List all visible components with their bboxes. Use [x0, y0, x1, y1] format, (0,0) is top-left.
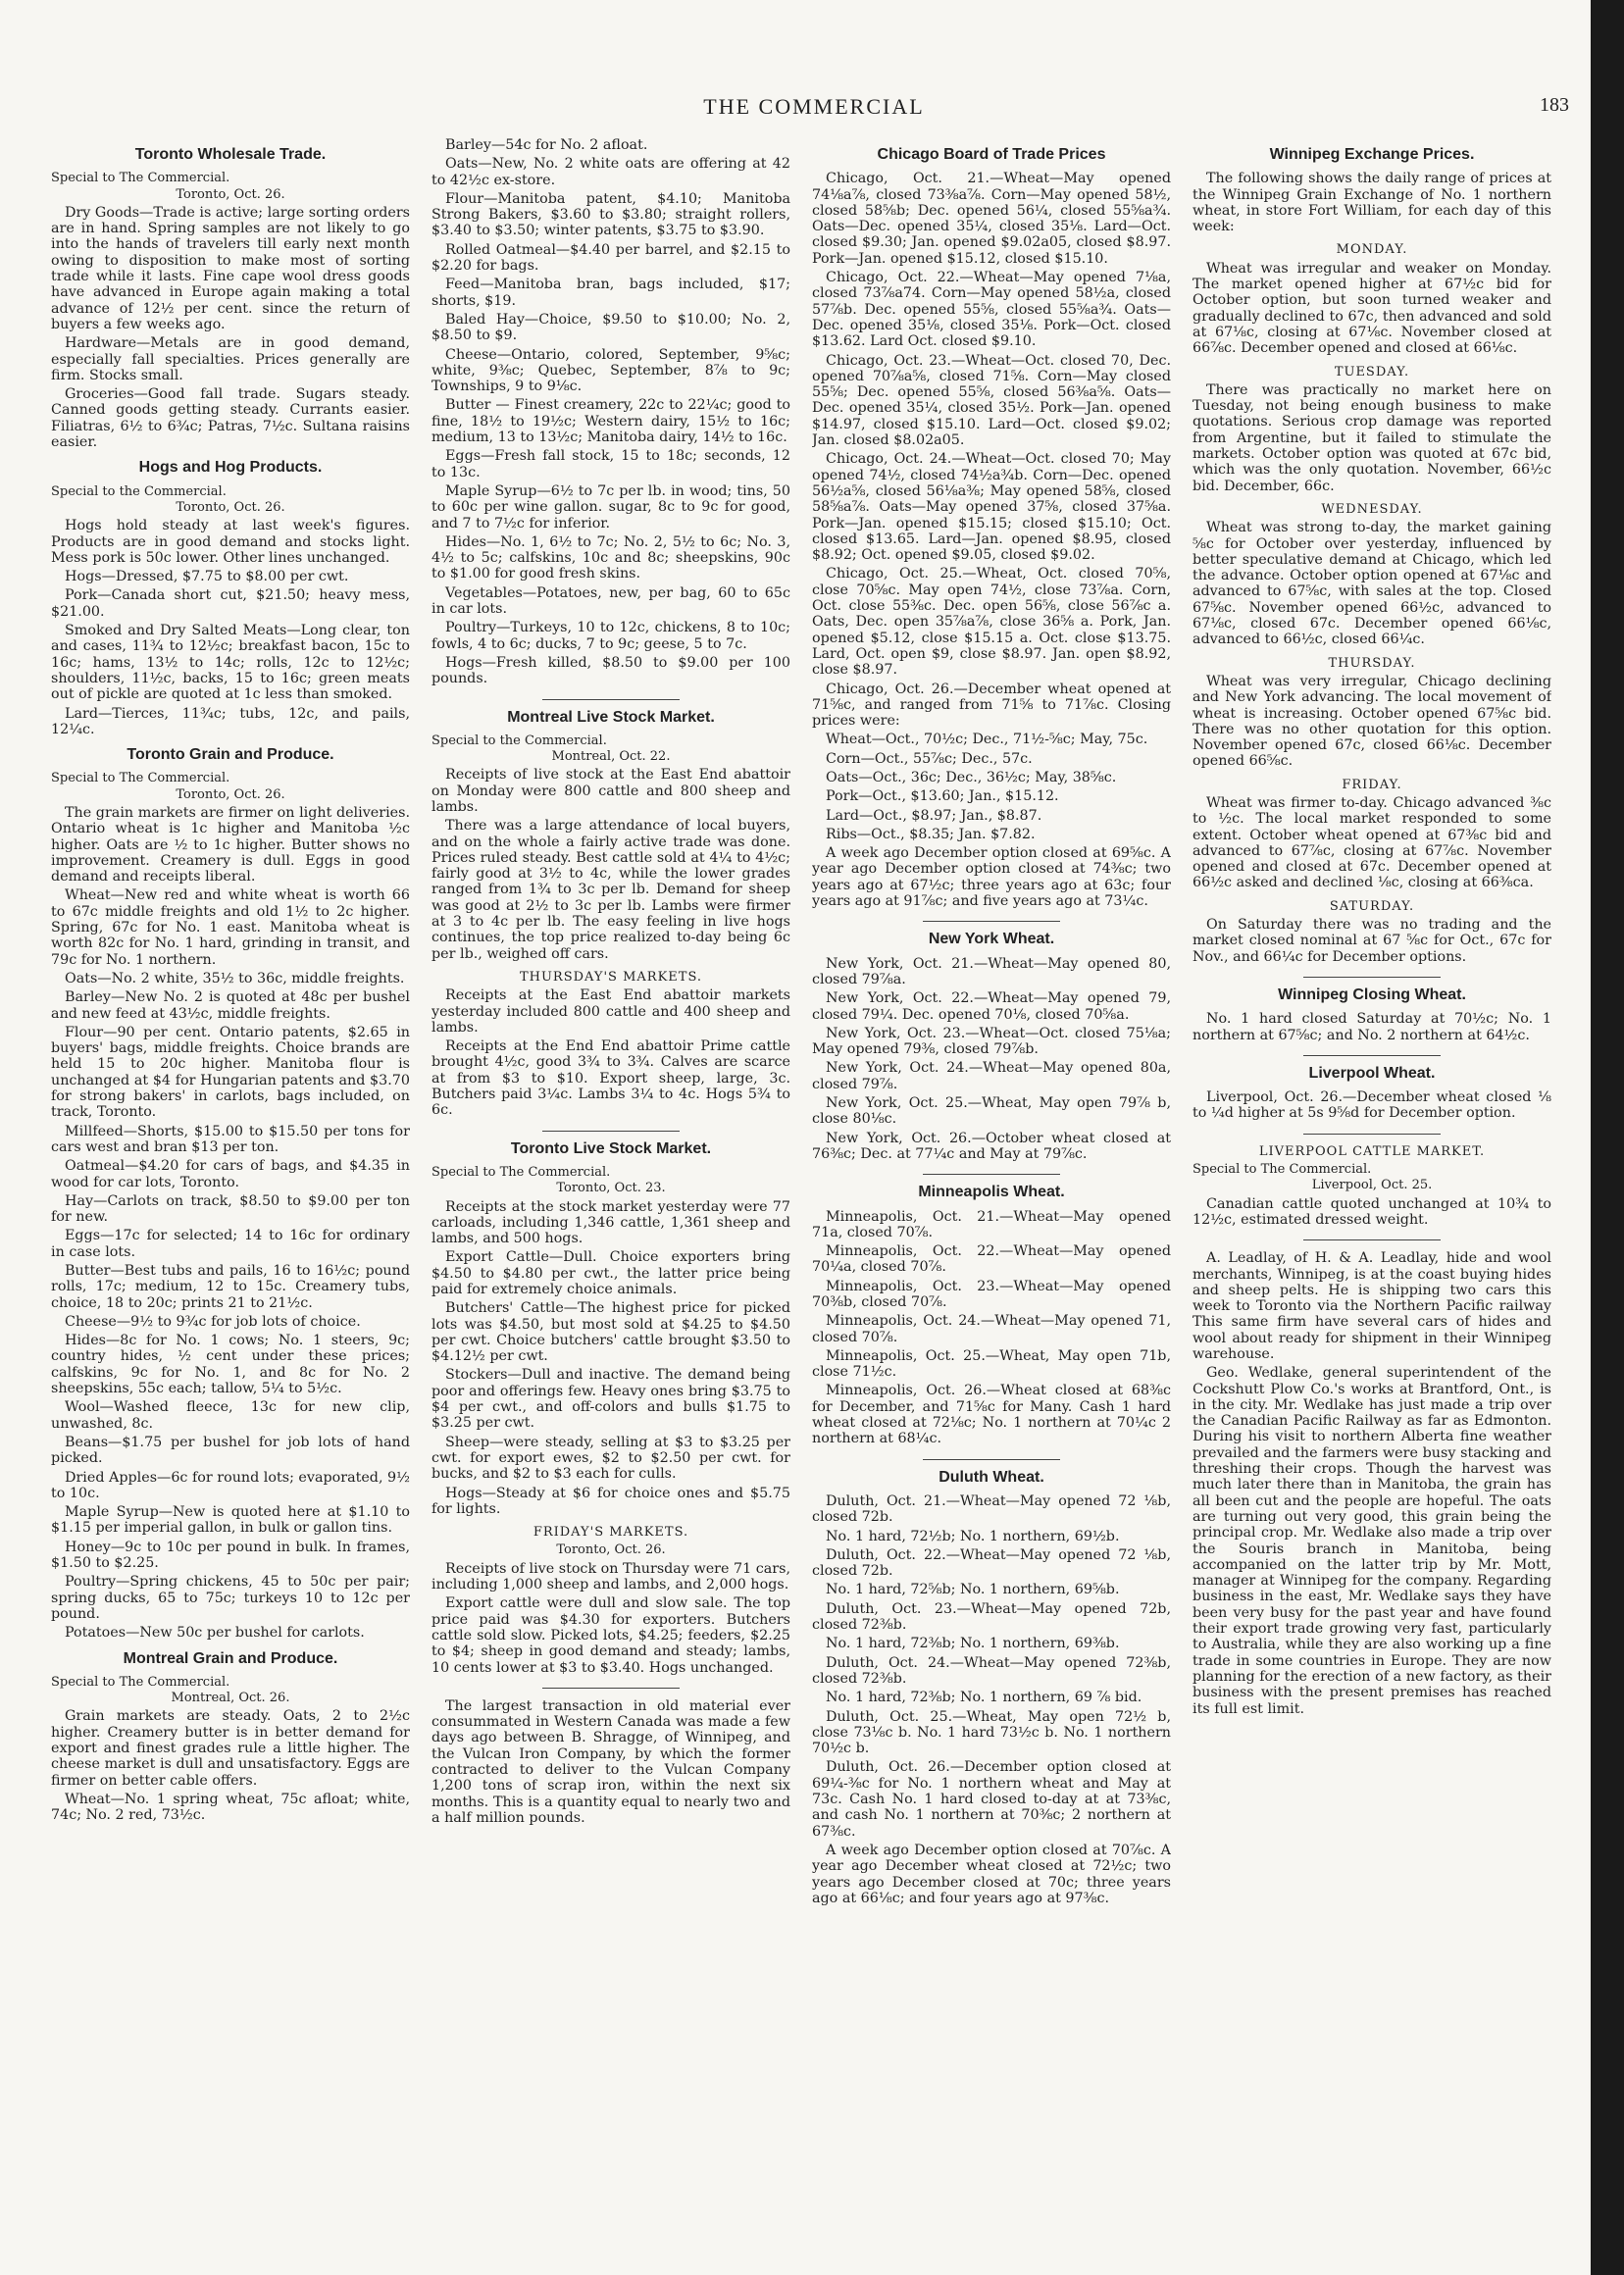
paragraph: Feed—Manitoba bran, bags included, $17; shorts, $19.	[431, 277, 790, 309]
section-rule	[1303, 1239, 1441, 1240]
paragraph: Cheese—9½ to 9¾c for job lots of choice.	[65, 1313, 361, 1330]
paragraph: Wool—Washed fleece, 13c for new clip, unwashed, 8c.	[51, 1399, 410, 1432]
dateline: Toronto, Oct. 26.	[176, 786, 285, 802]
paragraph: Dry Goods—Trade is active; large sorting orders are in hand. Spring samples are not likely to go into the hands of travelers till early next month owing to disposition to make most of sorting trade while it lasts. Fine cape wool dress goods have advanced in Europe again making a total advance of 12½ per cent. since the return of buyers a few weeks ago.	[51, 204, 410, 332]
paragraph: Minneapolis, Oct. 24.—Wheat—May opened 71, closed 70⅞.	[812, 1313, 1171, 1345]
scan-edge	[1591, 0, 1624, 2275]
paragraph: Poultry—Spring chickens, 45 to 50c per pair; spring ducks, 65 to 75c; turkeys 10 to 12c per pound.	[51, 1574, 410, 1622]
section-rule	[1303, 977, 1441, 978]
special-line: Special to The Commercial.	[51, 171, 230, 186]
paragraph: Hogs—Fresh killed, $8.50 to $9.00 per 100 pounds.	[431, 654, 790, 687]
paragraph: Chicago, Oct. 22.—Wheat—May opened 7⅛a, closed 73⅞a74. Corn—May opened 58½a, closed 57⅞b. Dec. opened 55⅝, closed 55⅝a¾. Oats—Dec. opened 35⅛, closed 35⅛. Pork—Oct. closed $13.62. Lard Oct. closed $9.10.	[812, 270, 1171, 350]
dateline: Toronto, Oct. 26.	[176, 499, 285, 515]
masthead	[59, 94, 1569, 124]
paragraph: Duluth, Oct. 26.—December option closed at 69¼-⅜c for No. 1 northern wheat and May at 73c. Cash No. 1 hard closed to-day at at 73⅜c, and cash No. 1 northern at 70⅜c; 2 northern at 67⅜c.	[812, 1759, 1171, 1840]
paragraph: Minneapolis, Oct. 23.—Wheat—May opened 70⅜b, closed 70⅞.	[812, 1278, 1171, 1310]
paragraph: Butter — Finest creamery, 22c to 22¼c; good to fine, 18½ to 19½c; Western dairy, 15½ to 16c; medium, 13 to 13½c; Manitoba dairy, 14½ to 16c.	[431, 397, 790, 446]
paragraph: No. 1 hard closed Saturday at 70½c; No. 1 northern at 67⅝c; and No. 2 northern at 64½c.	[1193, 1011, 1551, 1043]
paragraph: Minneapolis, Oct. 26.—Wheat closed at 68⅜c for December, and 71⅝c for Many. Cash 1 hard wheat closed at 72⅛c; No. 1 northern at 70¼c 2 northern at 68¼c.	[812, 1383, 1171, 1447]
paragraph: Poultry—Turkeys, 10 to 12c, chickens, 8 to 10c; fowls, 4 to 6c; ducks, 7 to 9c; geese, 5 to 7c.	[431, 620, 790, 652]
paragraph: Potatoes—New 50c per bushel for carlots.	[65, 1625, 365, 1642]
section-rule	[1303, 1055, 1441, 1056]
dateline: Liverpool, Oct. 25.	[1311, 1178, 1433, 1193]
paragraph: Hogs hold steady at last week's figures. Products are in good demand and stocks light. Mess pork is 50c lower. Other lines unchanged.	[51, 518, 410, 566]
day-heading: FRIDAY.	[1342, 777, 1402, 792]
section-rule	[923, 1459, 1060, 1460]
dateline: Montreal, Oct. 22.	[551, 749, 671, 765]
day-heading: MONDAY.	[1336, 242, 1408, 258]
dateline: Montreal, Oct. 26.	[171, 1691, 290, 1706]
paragraph: Oats—Oct., 36c; Dec., 36½c; May, 38⅝c.	[826, 769, 1117, 785]
paragraph: There was a large attendance of local buyers, and on the whole a fairly active trade was done. Prices ruled steady. Best cattle sold at 4¼ to 4½c; fairly good at 3½ to 4c, while the lower grades ranged from 1¾ to 3c per lb. Demand for sheep was good at 2½ to 3c per lb. Lambs were firmer at 3 to 4c per lb. The easy feeling in live hogs continues, the top price realized to-day being 6c per lb., weighed off cars.	[431, 818, 790, 962]
article-heading: New York Wheat.	[928, 931, 1055, 948]
article-heading: Winnipeg Exchange Prices.	[1269, 146, 1475, 163]
paragraph: Minneapolis, Oct. 21.—Wheat—May opened 71a, closed 70⅞.	[812, 1208, 1171, 1240]
paragraph: Export Cattle—Dull. Choice exporters bring $4.50 to $4.80 per cwt., the latter price being paid for extremely choice animals.	[431, 1249, 790, 1297]
paragraph: Wheat—New red and white wheat is worth 66 to 67c middle freights and old 1½ to 2c higher. Spring, 67c for No. 1 east. Manitoba wheat is worth 82c for No. 1 hard, grinding in transit, and 79c for No. 1 northern.	[51, 887, 410, 968]
article-heading: Montreal Grain and Produce.	[123, 1649, 338, 1667]
paragraph: Lard—Tierces, 11¾c; tubs, 12c, and pails, 12¼c.	[51, 705, 410, 737]
section-rule	[923, 921, 1060, 922]
day-heading: TUESDAY.	[1334, 364, 1410, 379]
paragraph: The largest transaction in old material ever consummated in Western Canada was made a few days ago between B. Shragge, of Winnipeg, and the Vulcan Iron Company, by which the former contracted to deliver to the Vulcan Company 1,200 tons of scrap iron, within the next six months. This is a quantity equal to nearly two and a half million pounds.	[431, 1697, 790, 1826]
article-heading: Chicago Board of Trade Prices	[877, 146, 1106, 163]
paragraph: Oats—No. 2 white, 35½ to 36c, middle freights.	[65, 970, 405, 986]
day-heading: WEDNESDAY.	[1321, 501, 1423, 517]
paragraph: Minneapolis, Oct. 25.—Wheat, May open 71b, close 71½c.	[812, 1347, 1171, 1381]
special-line: Special to The Commercial.	[51, 1674, 230, 1690]
paragraph: Oats—New, No. 2 white oats are offering at 42 to 42½c ex-store.	[431, 156, 790, 188]
section-rule	[1303, 1134, 1441, 1135]
paragraph: Hogs—Steady at $6 for choice ones and $5.75 for lights.	[431, 1485, 790, 1517]
article-heading: Winnipeg Closing Wheat.	[1278, 986, 1466, 1003]
paragraph: Butchers' Cattle—The highest price for picked lots was $4.50, but most sold at $4.25 to $4.50 per cwt. Choice butchers' cattle brought $3.50 to $4.12½ per cwt.	[431, 1300, 790, 1365]
paragraph: Groceries—Good fall trade. Sugars steady. Canned goods getting steady. Currants easier. Filiatras, 6½ to 6¾c; Patras, 7½c. Sultana raisins easier.	[51, 386, 410, 451]
paragraph: Beans—$1.75 per bushel for job lots of hand picked.	[51, 1434, 410, 1467]
paragraph: Vegetables—Potatoes, new, per bag, 60 to 65c in car lots.	[431, 584, 790, 618]
paragraph: Ribs—Oct., $8.35; Jan. $7.82.	[826, 826, 1036, 842]
paragraph: A. Leadlay, of H. & A. Leadlay, hide and wool merchants, Winnipeg, is at the coast buying hides and sheep pelts. He is shipping two cars this week to Toronto via the Northern Pacific railway This same firm have several cars of hides and wool about ready for shipment in their Winnipeg warehouse.	[1193, 1250, 1551, 1362]
paragraph: Duluth, Oct. 25.—Wheat, May open 72½ b, close 73⅛c b. No. 1 hard 73½c b. No. 1 northern 70½c b.	[812, 1708, 1171, 1757]
paragraph: Wheat—No. 1 spring wheat, 75c afloat; white, 74c; No. 2 red, 73½c.	[51, 1791, 410, 1824]
paragraph: The grain markets are firmer on light deliveries. Ontario wheat is 1c higher and Manitoba ½c higher. Oats are ½ to 1c higher. Butter shows no improvement. Creamery is dull. Eggs in good demand and receipts liberal.	[51, 804, 410, 885]
paragraph: Chicago, Oct. 24.—Wheat—Oct. closed 70; May opened 74½, closed 74½a¾b. Corn—Dec. opened 56½a⅝, closed 56⅛a⅜; May opened 58⅝, closed 58⅝a⅞. Oats—May opened 37⅝, closed 37⅝a. Pork—Jan. opened $15.15; closed $15.10; Oct. closed $13.65. Lard—Jan. opened $8.95, closed $8.92; Oct. opened $9.05, closed $9.02.	[812, 451, 1171, 564]
paragraph: Corn—Oct., 55⅞c; Dec., 57c.	[826, 750, 1033, 767]
special-line: Special to the Commercial.	[51, 483, 227, 499]
article-heading: Toronto Live Stock Market.	[510, 1139, 712, 1157]
paragraph: Flour—Manitoba patent, $4.10; Manitoba Strong Bakers, $3.60 to $3.80; straight rollers, $3.40 to $3.50; winter patents, $3.75 to $3.90.	[431, 190, 790, 239]
paragraph: On Saturday there was no trading and the market closed nominal at 67 ⅝c for Oct., 67c for Nov., and 66¼c for December options.	[1193, 917, 1551, 965]
paragraph: Millfeed—Shorts, $15.00 to $15.50 per tons for cars west and bran $13 per ton.	[51, 1123, 410, 1155]
paragraph: Oatmeal—$4.20 for cars of bags, and $4.35 in wood for car lots, Toronto.	[51, 1158, 410, 1190]
paragraph: Chicago, Oct. 21.—Wheat—May opened 74⅛a⅞, closed 73⅜a⅞. Corn—May opened 58½, closed 58⅝b; Dec. opened 56¼, closed 55⅝a¾. Oats—Dec. opened 35¼, closed 35⅛. Lard—Oct. closed $9.30; Jan. opened $9.02a05, closed $8.97. Pork—Jan. opened $15.12, closed $15.10.	[812, 171, 1171, 267]
paragraph: New York, Oct. 23.—Wheat—Oct. closed 75⅛a; May opened 79⅜, closed 79⅞b.	[812, 1025, 1171, 1058]
paragraph: Duluth, Oct. 21.—Wheat—May opened 72 ⅛b, closed 72b.	[812, 1492, 1171, 1526]
article-heading: Duluth Wheat.	[939, 1468, 1044, 1486]
article-heading: Minneapolis Wheat.	[918, 1184, 1065, 1201]
column-1	[51, 137, 410, 2246]
section-rule	[542, 699, 680, 700]
paragraph: Hides—No. 1, 6½ to 7c; No. 2, 5½ to 6c; No. 3, 4½ to 5c; calfskins, 10c and 8c; sheepskins, 90c to $1.00 for good fresh skins.	[431, 533, 790, 582]
paragraph: New York, Oct. 26.—October wheat closed at 76⅜c; Dec. at 77¼c and May at 79⅞c.	[812, 1130, 1171, 1162]
paragraph: Pork—Canada short cut, $21.50; heavy mess, $21.00.	[51, 587, 410, 620]
paragraph: Maple Syrup—6½ to 7c per lb. in wood; tins, 50 to 60c per wine gallon. sugar, 8c to 9c for good, and 7 to 7½c for inferior.	[431, 482, 790, 531]
paragraph: New York, Oct. 21.—Wheat—May opened 80, closed 79⅞a.	[812, 955, 1171, 987]
paragraph: Smoked and Dry Salted Meats—Long clear, ton and cases, 11¾ to 12½c; breakfast bacon, 15c to 16c; hams, 13½ to 14c; rolls, 12c to 12½c; shoulders, 11½c, backs, 15 to 16c; green meats out of pickle are quoted at 1c less than smoked.	[51, 623, 410, 703]
column-2	[431, 137, 790, 2246]
paragraph: Barley—New No. 2 is quoted at 48c per bushel and new feed at 43½c, middle freights.	[51, 989, 410, 1022]
publication-title: THE COMMERCIAL	[703, 94, 925, 119]
subheading: THURSDAY'S MARKETS.	[519, 969, 703, 985]
paragraph: Minneapolis, Oct. 22.—Wheat—May opened 70¼a, closed 70⅞.	[812, 1243, 1171, 1276]
paragraph: Wheat was irregular and weaker on Monday. The market opened higher at 67½c bid for October option, but soon turned weaker and gradually declined to 67c, then advanced and sold at 67⅛c, closing at 67⅛c. November closed at 66⅞c. December opened and closed at 66⅛c.	[1193, 260, 1551, 357]
paragraph: Maple Syrup—New is quoted here at $1.10 to $1.15 per imperial gallon, in bulk or gallon tins.	[51, 1504, 410, 1537]
paragraph: No. 1 hard, 72⅜b; No. 1 northern, 69 ⅞ bid.	[826, 1690, 1142, 1706]
paragraph: No. 1 hard, 72½b; No. 1 northern, 69½b.	[826, 1528, 1120, 1544]
day-heading: THURSDAY.	[1328, 655, 1416, 671]
paragraph: Honey—9c to 10c per pound in bulk. In frames, $1.50 to $2.25.	[51, 1539, 410, 1572]
paragraph: Duluth, Oct. 23.—Wheat—May opened 72b, closed 72⅜b.	[812, 1600, 1171, 1634]
paragraph: Receipts of live stock at the East End abattoir on Monday were 800 cattle and 800 sheep and lambs.	[431, 767, 790, 815]
day-heading: SATURDAY.	[1329, 898, 1415, 914]
paragraph: Lard—Oct., $8.97; Jan., $8.87.	[826, 807, 1042, 824]
article-heading: LIVERPOOL CATTLE MARKET.	[1258, 1143, 1486, 1159]
paragraph: No. 1 hard, 72⅝b; No. 1 northern, 69⅝b.	[826, 1582, 1120, 1598]
paragraph: Liverpool, Oct. 26.—December wheat closed ⅛ to ¼d higher at 5s 9⅝d for December option.	[1193, 1089, 1551, 1122]
paragraph: The following shows the daily range of prices at the Winnipeg Grain Exchange of No. 1 northern wheat, in store Fort William, for each day of this week:	[1193, 171, 1551, 235]
paragraph: Dried Apples—6c for round lots; evaporated, 9½ to 10c.	[51, 1469, 410, 1501]
page-number: 183	[1540, 94, 1569, 116]
columns	[51, 137, 1551, 2246]
paragraph: New York, Oct. 24.—Wheat—May opened 80a, closed 79⅞.	[812, 1060, 1171, 1092]
paragraph: Wheat was firmer to-day. Chicago advanced ⅜c to ½c. The local market responded to some extent. October wheat opened at 67⅜c bid and advanced to 67⅞c, closing at 67⅞c. November opened and closed at 67c. December opened at 66½c asked and declined ⅛c, closing at 66⅜ca.	[1193, 794, 1551, 891]
dateline: Toronto, Oct. 23.	[556, 1181, 666, 1196]
paragraph: Baled Hay—Choice, $9.50 to $10.00; No. 2, $8.50 to $9.	[431, 311, 790, 344]
paragraph: Chicago, Oct. 26.—December wheat opened at 71⅝c, and ranged from 71⅝ to 71⅞c. Closing prices were:	[812, 681, 1171, 730]
paragraph: Duluth, Oct. 22.—Wheat—May opened 72 ⅛b, closed 72b.	[812, 1546, 1171, 1580]
dateline: Toronto, Oct. 26.	[556, 1542, 666, 1558]
paragraph: Chicago, Oct. 23.—Wheat—Oct. closed 70, Dec. opened 70⅞a⅝, closed 71⅝. Corn—May closed 55⅝; Dec. opened 55⅝, closed 56⅜a⅝. Oats—Dec. opened 35¼, closed 35½. Pork—Jan. opened $14.97, closed $15.10. Lard—Oct. closed $9.02; Jan. closed $8.02a05.	[812, 352, 1171, 449]
paragraph: Wheat was strong to-day, the market gaining ⅝c for October over yesterday, influenced by better speculative demand at Chicago, which led the advance. October option opened at 67⅛c and advanced to 67⅝c, with sales at the top. Closed 67⅝c. November opened 66½c, advanced to 67⅛c, closed 67c. December opened 66⅛c, advanced to 66½c, closed 66¼c.	[1193, 520, 1551, 648]
article-heading: Toronto Wholesale Trade.	[134, 146, 327, 163]
special-line: Special to The Commercial.	[431, 1164, 611, 1180]
paragraph: Duluth, Oct. 24.—Wheat—May opened 72⅜b, closed 72⅜b.	[812, 1654, 1171, 1687]
paragraph: Canadian cattle quoted unchanged at 10¾ to 12½c, estimated dressed weight.	[1193, 1195, 1551, 1228]
paragraph: New York, Oct. 22.—Wheat—May opened 79, closed 79¼. Dec. opened 70⅛, closed 70⅝a.	[812, 990, 1171, 1023]
special-line: Special to The Commercial.	[51, 771, 230, 786]
column-3	[812, 137, 1171, 2246]
paragraph: Grain markets are steady. Oats, 2 to 2½c higher. Creamery butter is in better demand for export and finest grades rule a little higher. The cheese market is dull and unsatisfactory. Eggs are firmer on better cable offers.	[51, 1708, 410, 1789]
dateline: Toronto, Oct. 26.	[176, 186, 285, 202]
article-heading: Liverpool Wheat.	[1308, 1064, 1436, 1082]
paragraph: Sheep—were steady, selling at $3 to $3.25 per cwt. for export ewes, $2 to $2.50 per cwt. for bucks, and $2 to $3 each for culls.	[431, 1434, 790, 1483]
paragraph: A week ago December option closed at 69⅝c. A year ago December option closed at 74⅜c; two years ago at 67½c; three years ago at 63c; four years ago at 91⅞c; and five years ago at 73¼c.	[812, 845, 1171, 910]
paragraph: Barley—54c for No. 2 afloat.	[445, 137, 648, 153]
paragraph: There was practically no market here on Tuesday, not being enough business to make quotations. Serious crop damage was reported from Argentine, but it failed to stimulate the markets. October option was quoted at 67c bid, which was the only quotation. November, 66½c bid. December, 66c.	[1193, 381, 1551, 494]
paragraph: Receipts of live stock on Thursday were 71 cars, including 1,000 sheep and lambs, and 2,000 hogs.	[431, 1560, 790, 1593]
paragraph: Geo. Wedlake, general superintendent of the Cockshutt Plow Co.'s works at Brantford, Ont., is in the city. Mr. Wedlake has just made a trip over the Canadian Pacific Railway as far as Edmonton. During his visit to northern Alberta fine weather prevailed and the farmers were busy stacking and threshing their crops. Though the harvest was much later there than in Manitoba, the grain has all been cut and the people are hopeful. The oats are turning out very good, this grain being the principal crop. Mr. Wedlake also made a trip over the Souris branch in Manitoba, being accompanied on the latter trip by Mr. Mott, manager at Winnipeg for the company. Regarding business in the east, Mr. Wedlake says they have been very busy for the past year and have found their export trade growing very fast, particularly to Australia, while they are also working up a fine trade in some countries in Europe. They are now planning for the erection of a new factory, as their business with the present premises has reached its full est limit.	[1193, 1365, 1551, 1717]
column-4	[1193, 137, 1551, 2246]
paragraph: Pork—Oct., $13.60; Jan., $15.12.	[826, 788, 1059, 805]
paragraph: Eggs—Fresh fall stock, 15 to 18c; seconds, 12 to 13c.	[431, 448, 790, 480]
paragraph: Wheat was very irregular, Chicago declining and New York advancing. The local movement of wheat is increasing. October opened 67⅝c bid. There was no other quotation for this option. November opened 67c, closed 66⅛c. December opened 66⅝c.	[1193, 673, 1551, 770]
article-heading: Toronto Grain and Produce.	[127, 746, 334, 764]
paragraph: Export cattle were dull and slow sale. The top price paid was $4.30 for exporters. Butchers cattle sold slow. Picked lots, $4.25; feeders, $2.25 to $4; sheep in good demand and steady; lambs, 10 cents lower at $3 to $3.40. Hogs unchanged.	[431, 1595, 790, 1676]
paragraph: Stockers—Dull and inactive. The demand being poor and offerings few. Heavy ones bring $3.75 to $4 per cwt., and off-colors and bulls $1.75 to $3.25 per cwt.	[431, 1367, 790, 1432]
paragraph: New York, Oct. 25.—Wheat, May open 79⅞ b, close 80⅛c.	[812, 1095, 1171, 1128]
paragraph: Chicago, Oct. 25.—Wheat, Oct. closed 70⅝, close 70⅝c. May open 74½, close 73⅞a. Corn, Oct. close 55⅜c. Dec. open 56⅝, close 56⅞c a. Oats, Dec. open 35⅞a⅞, close 36⅝ a. Pork, Jan. opened $5.12, close $15.15 a. Oct. close $13.75. Lard, Oct. open $9, close $8.97. Jan. open $8.92, close $8.97.	[812, 566, 1171, 679]
paragraph: Hides—8c for No. 1 cows; No. 1 steers, 9c; country hides, ½ cent under these prices; calfskins, 9c for No. 1, and 8c for No. 2 sheepskins, 55c each; tallow, 5¼ to 5½c.	[51, 1333, 410, 1397]
section-rule	[542, 1688, 680, 1689]
paragraph: A week ago December option closed at 70⅞c. A year ago December wheat closed at 72½c; two years ago December closed at 70c; three years ago at 66⅛c; and four years ago at 97⅜c.	[812, 1842, 1171, 1906]
article-heading: Montreal Live Stock Market.	[507, 708, 715, 726]
special-line: Special to The Commercial.	[1193, 1162, 1372, 1178]
paragraph: No. 1 hard, 72⅜b; No. 1 northern, 69⅜b.	[826, 1636, 1120, 1652]
paragraph: Hay—Carlots on track, $8.50 to $9.00 per ton for new.	[51, 1192, 410, 1226]
section-rule	[542, 1131, 680, 1132]
special-line: Special to the Commercial.	[431, 733, 607, 748]
paragraph: Wheat—Oct., 70½c; Dec., 71½-⅝c; May, 75c.	[826, 732, 1148, 748]
paragraph: Hogs—Dressed, $7.75 to $8.00 per cwt.	[65, 569, 349, 585]
subheading: FRIDAY'S MARKETS.	[533, 1525, 689, 1541]
paragraph: Eggs—17c for selected; 14 to 16c for ordinary in case lots.	[51, 1228, 410, 1260]
paragraph: Receipts at the End End abattoir Prime cattle brought 4½c, good 3¾ to 3¾. Calves are scarce at from $3 to $10. Export sheep, large, 3c. Butchers paid 3¼c. Lambs 3¼ to 4c. Hogs 5¾ to 6c.	[431, 1038, 790, 1119]
section-rule	[923, 1174, 1060, 1175]
paragraph: Rolled Oatmeal—$4.40 per barrel, and $2.15 to $2.20 for bags.	[431, 241, 790, 275]
paragraph: Hardware—Metals are in good demand, especially fall specialties. Prices generally are firm. Stocks small.	[51, 335, 410, 383]
paragraph: Cheese—Ontario, colored, September, 9⅝c; white, 9⅜c; Quebec, September, 8⅞ to 9c; Townships, 9 to 9⅛c.	[431, 346, 790, 395]
paragraph: Receipts at the stock market yesterday were 77 carloads, including 1,346 cattle, 1,361 sheep and lambs, and 500 hogs.	[431, 1198, 790, 1247]
paragraph: Receipts at the East End abattoir markets yesterday included 800 cattle and 400 sheep and lambs.	[431, 987, 790, 1036]
article-heading: Hogs and Hog Products.	[138, 459, 323, 477]
paragraph: Butter—Best tubs and pails, 16 to 16½c; pound rolls, 17c; medium, 12 to 15c. Creamery tubs, choice, 18 to 20c; prints 21 to 21½c.	[51, 1263, 410, 1311]
paragraph: Flour—90 per cent. Ontario patents, $2.65 in buyers' bags, middle freights. Choice brands are held 15 to 20c higher. Manitoba flour is unchanged at $4 for Hungarian patents and $3.70 for strong bakers' in carlots, bags included, on track, Toronto.	[51, 1024, 410, 1121]
